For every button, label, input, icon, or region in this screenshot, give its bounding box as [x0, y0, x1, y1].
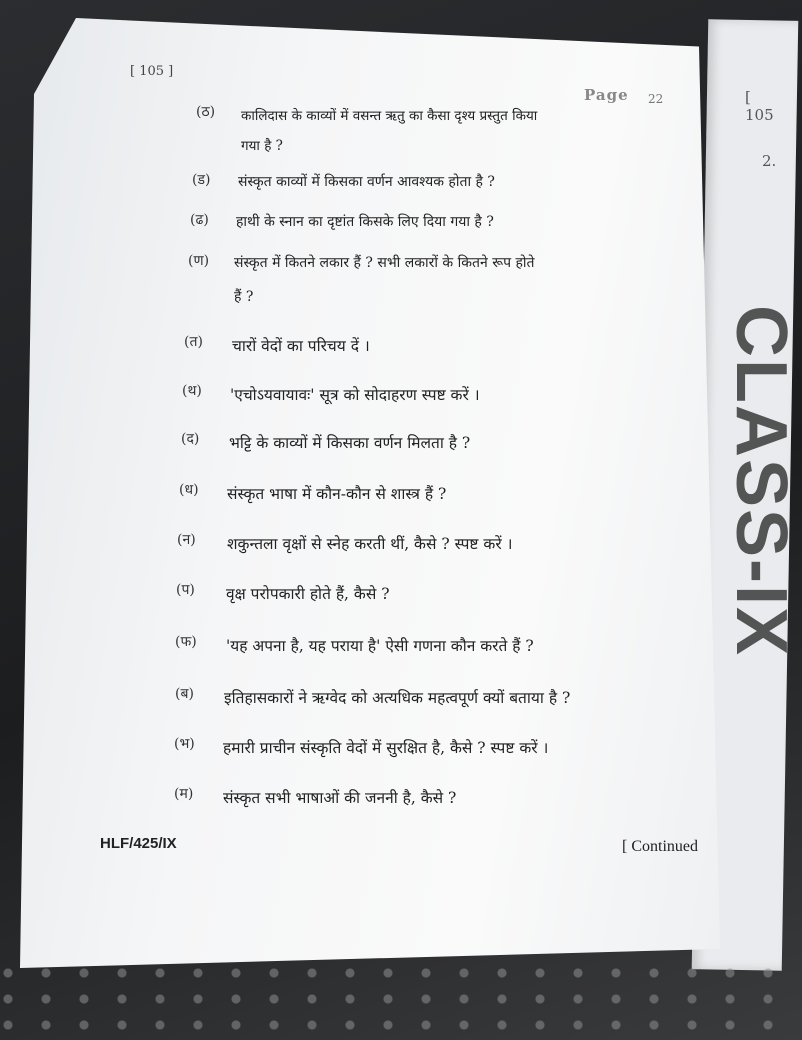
question-marker: (भ)	[174, 736, 195, 752]
question-text: हाथी के स्नान का दृष्टांत किसके लिए दिया गया है ?	[236, 214, 494, 230]
question-text: शकुन्तला वृक्षों से स्नेह करती थीं, कैसे ? स्पष्ट करें ।	[227, 535, 513, 553]
question-text: भट्टि के काव्यों में किसका वर्णन मिलता है ?	[229, 434, 471, 452]
question-marker: (ढ)	[190, 212, 209, 228]
question-text: कालिदास के काव्यों में वसन्त ऋतु का कैसा दृश्य प्रस्तुत किया	[241, 108, 538, 124]
background-page-item: 2.	[762, 152, 777, 170]
question-text-cont: गया है ?	[241, 138, 283, 154]
question-marker: (फ)	[175, 634, 197, 650]
question-marker: (ठ)	[196, 104, 216, 120]
question-marker: (ण)	[188, 253, 210, 269]
question-text: 'यह अपना है, यह पराया है' ऐसी गणना कौन करते हैं ?	[226, 637, 534, 655]
seat-texture	[0, 965, 780, 1040]
page-label: Page	[584, 86, 629, 104]
page-number: [ 105 ]	[130, 64, 174, 79]
question-text: वृक्ष परोपकारी होते हैं, कैसे ?	[226, 585, 390, 603]
question-marker: (ध)	[179, 482, 199, 498]
continued-label: [ Continued	[622, 838, 698, 855]
question-marker: (न)	[177, 532, 196, 548]
question-marker: (थ)	[182, 383, 202, 399]
question-text: इतिहासकारों ने ऋग्वेद को अत्यधिक महत्वपूर्ण क्यों बताया है ?	[224, 689, 571, 707]
question-text: 'एचोऽयवायावः' सूत्र को सोदाहरण स्पष्ट करें ।	[230, 386, 480, 404]
class-watermark: CLASS-IX	[721, 304, 802, 658]
question-text: संस्कृत सभी भाषाओं की जननी है, कैसे ?	[223, 789, 457, 807]
background-page-number: [ 105	[745, 88, 774, 124]
question-text-cont: हैं ?	[234, 289, 254, 305]
question-text: संस्कृत में कितने लकार हैं ? सभी लकारों के कितने रूप होते	[234, 255, 535, 271]
page-label-number: 22	[648, 92, 664, 106]
question-marker: (म)	[174, 786, 194, 802]
question-marker: (द)	[181, 431, 200, 447]
paper-code: HLF/425/IX	[100, 835, 177, 852]
question-text: चारों वेदों का परिचय दें ।	[232, 337, 370, 355]
question-text: हमारी प्राचीन संस्कृति वेदों में सुरक्षित है, कैसे ? स्पष्ट करें ।	[223, 739, 549, 757]
question-marker: (ड)	[192, 172, 211, 188]
question-marker: (त)	[184, 334, 203, 350]
question-marker: (प)	[176, 582, 195, 598]
question-marker: (ब)	[175, 686, 194, 702]
question-text: संस्कृत भाषा में कौन-कौन से शास्त्र हैं ?	[227, 485, 447, 503]
question-text: संस्कृत काव्यों में किसका वर्णन आवश्यक होता है ?	[238, 174, 495, 190]
